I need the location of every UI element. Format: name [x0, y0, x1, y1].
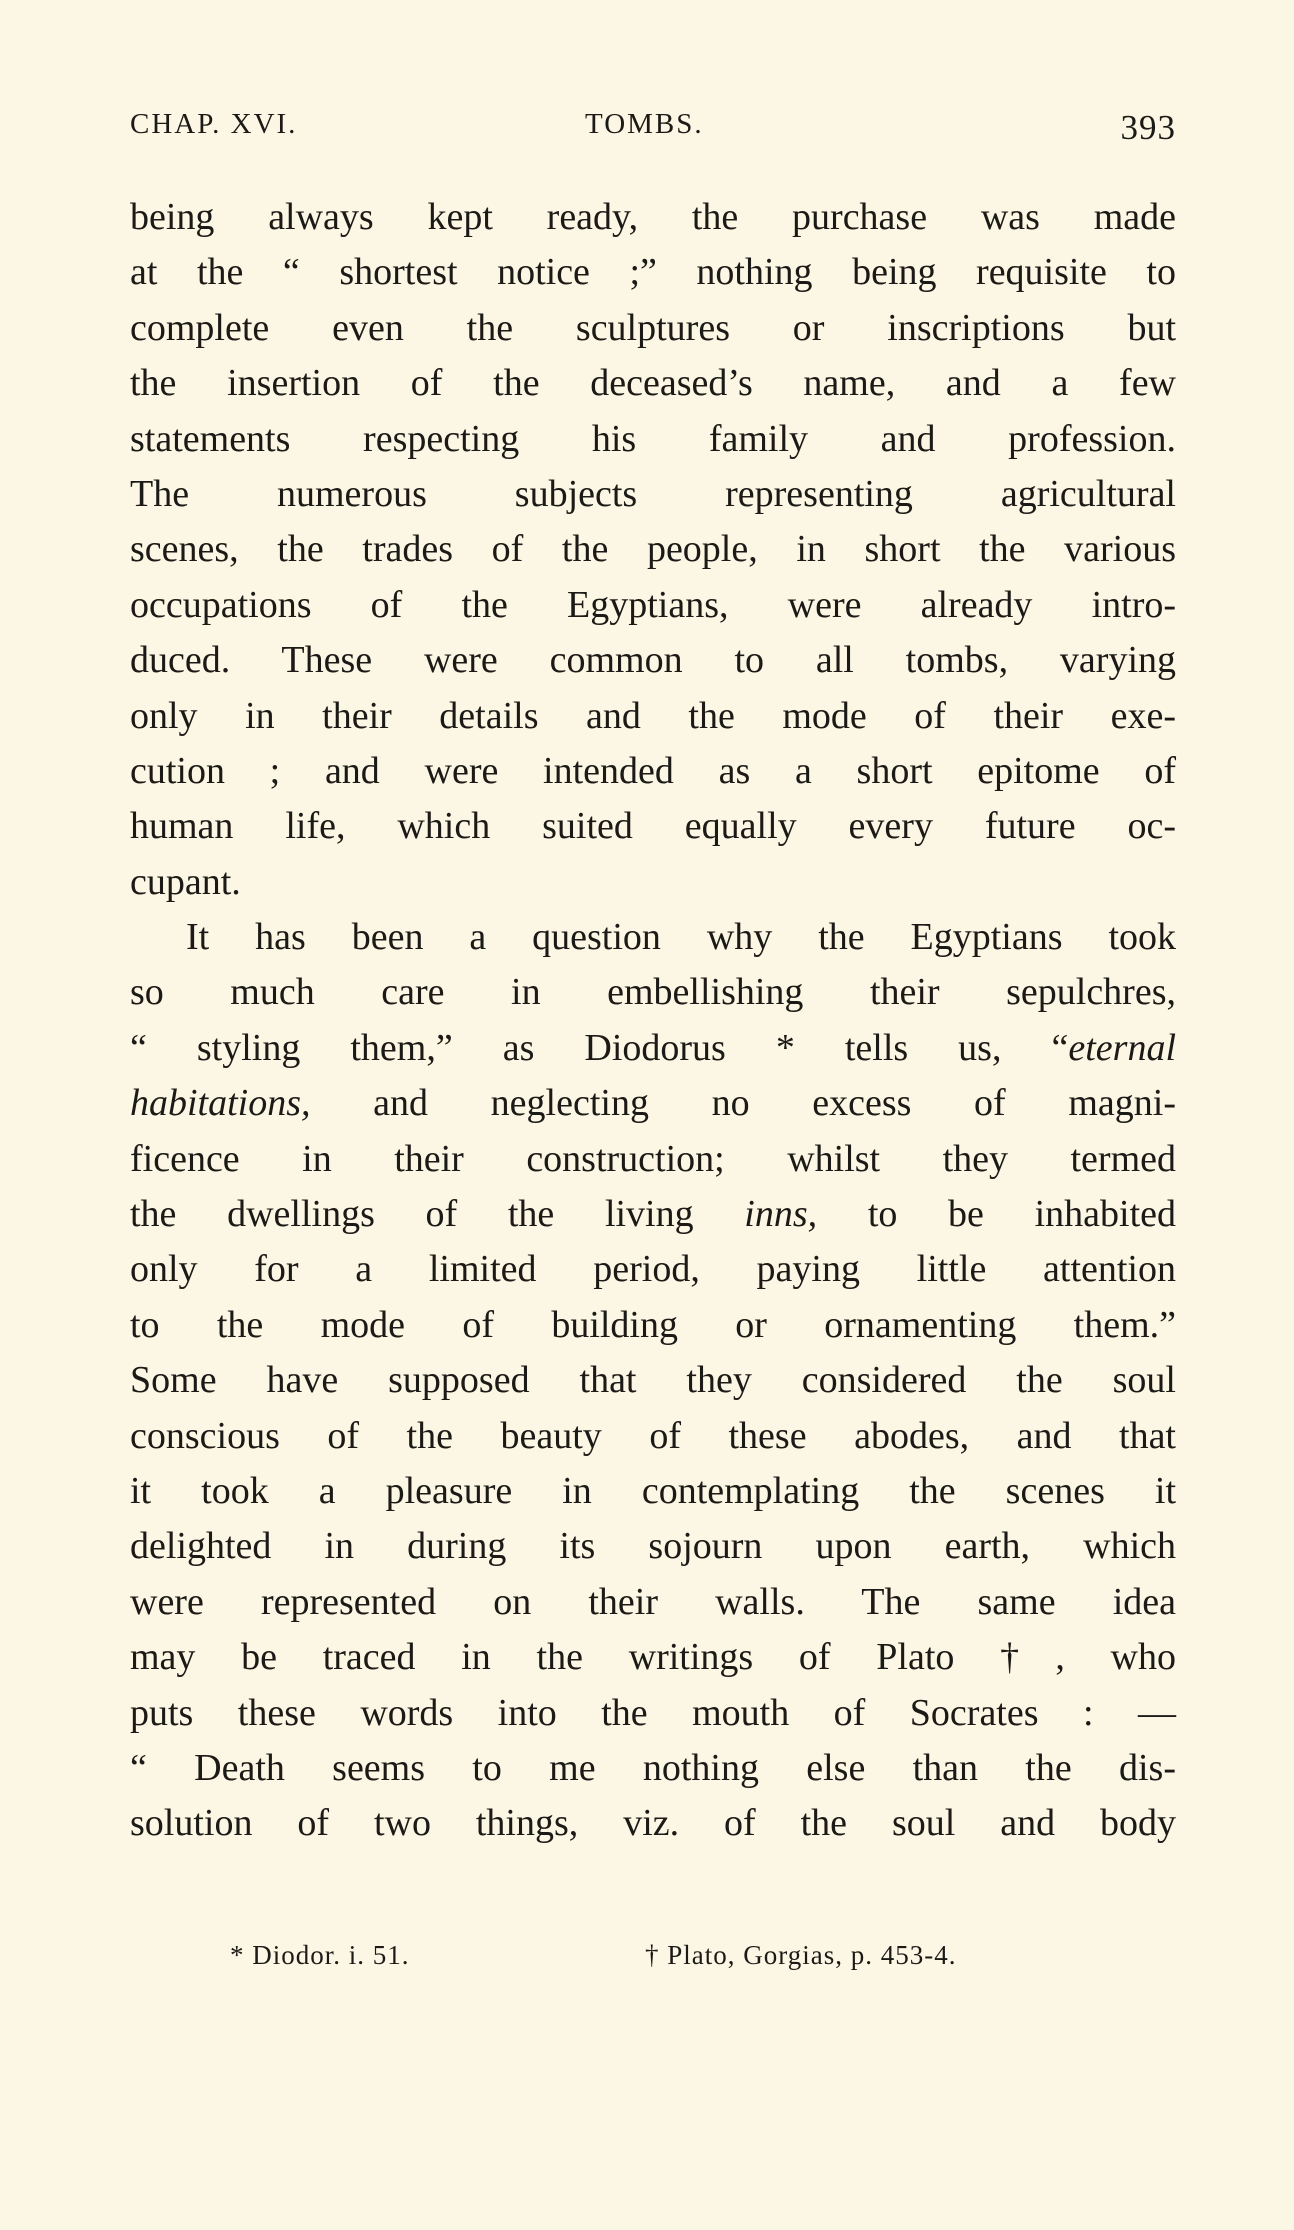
text-line: delighted in during its sojourn upon earth, which	[130, 1525, 1176, 1568]
paragraph-2	[130, 910, 1176, 1852]
page-number: 393	[1120, 108, 1176, 147]
text-line	[130, 1187, 1176, 1242]
body-text	[130, 190, 1176, 1852]
text-line: only in their details and the mode of their exe-	[130, 694, 1176, 737]
text-line: puts these words into the mouth of Socrates : —	[130, 1691, 1176, 1734]
running-head	[130, 108, 1176, 158]
text-line	[130, 1021, 1176, 1076]
footnote-plato: † Plato, Gorgias, p. 453-4.	[645, 1940, 957, 1970]
text-span: the dwellings of the living	[130, 1193, 745, 1236]
text-line: were represented on their walls. The same idea	[130, 1580, 1176, 1623]
text-line: cution ; and were intended as a short epitome of	[130, 749, 1176, 792]
footnote-diodorus: * Diodor. i. 51.	[230, 1940, 410, 1970]
text-line: complete even the sculptures or inscriptions but	[130, 306, 1176, 349]
text-line: statements respecting his family and profession.	[130, 417, 1176, 460]
text-line: conscious of the beauty of these abodes, and that	[130, 1414, 1176, 1457]
text-line: so much care in embellishing their sepulchres,	[130, 971, 1176, 1014]
text-line: occupations of the Egyptians, were already intro-	[130, 583, 1176, 626]
running-title: TOMBS.	[585, 108, 704, 140]
text-line: duced. These were common to all tombs, varying	[130, 639, 1176, 682]
text-line: cupant.	[130, 860, 241, 903]
text-line: solution of two things, viz. of the soul and body	[130, 1802, 1176, 1845]
text-line: may be traced in the writings of Plato †, who	[130, 1636, 1176, 1679]
text-line: being always kept ready, the purchase was made	[130, 196, 1176, 238]
text-line: scenes, the trades of the people, in short the various	[130, 528, 1176, 571]
italic-text: habitations,	[130, 1082, 311, 1125]
text-span: and neglecting no excess of magni-	[310, 1082, 1176, 1125]
paragraph-1	[130, 190, 1176, 910]
text-line: it took a pleasure in contemplating the scenes it	[130, 1469, 1176, 1512]
footnotes	[230, 1940, 1130, 1980]
italic-text: eternal	[1068, 1026, 1176, 1069]
text-line: the insertion of the deceased’s name, and a few	[130, 362, 1176, 405]
text-span: to be inhabited	[817, 1193, 1176, 1236]
italic-text: inns,	[744, 1193, 818, 1236]
text-line: human life, which suited equally every future oc-	[130, 805, 1176, 848]
text-line: to the mode of building or ornamenting them.”	[130, 1303, 1176, 1346]
text-line: Some have supposed that they considered the soul	[130, 1359, 1176, 1402]
text-line: “ Death seems to me nothing else than the dis-	[130, 1746, 1176, 1789]
chapter-label: CHAP. XVI.	[130, 108, 298, 140]
text-line: ficence in their construction; whilst they termed	[130, 1137, 1176, 1180]
text-line: only for a limited period, paying little attention	[130, 1248, 1176, 1291]
text-line: at the “ shortest notice ;” nothing being requisite to	[130, 251, 1176, 294]
text-span: “ styling them,” as Diodorus * tells us, “	[130, 1026, 1069, 1069]
text-line	[130, 1076, 1176, 1131]
text-line: The numerous subjects representing agricultural	[130, 472, 1176, 515]
text-line: It has been a question why the Egyptians took	[186, 916, 1176, 959]
